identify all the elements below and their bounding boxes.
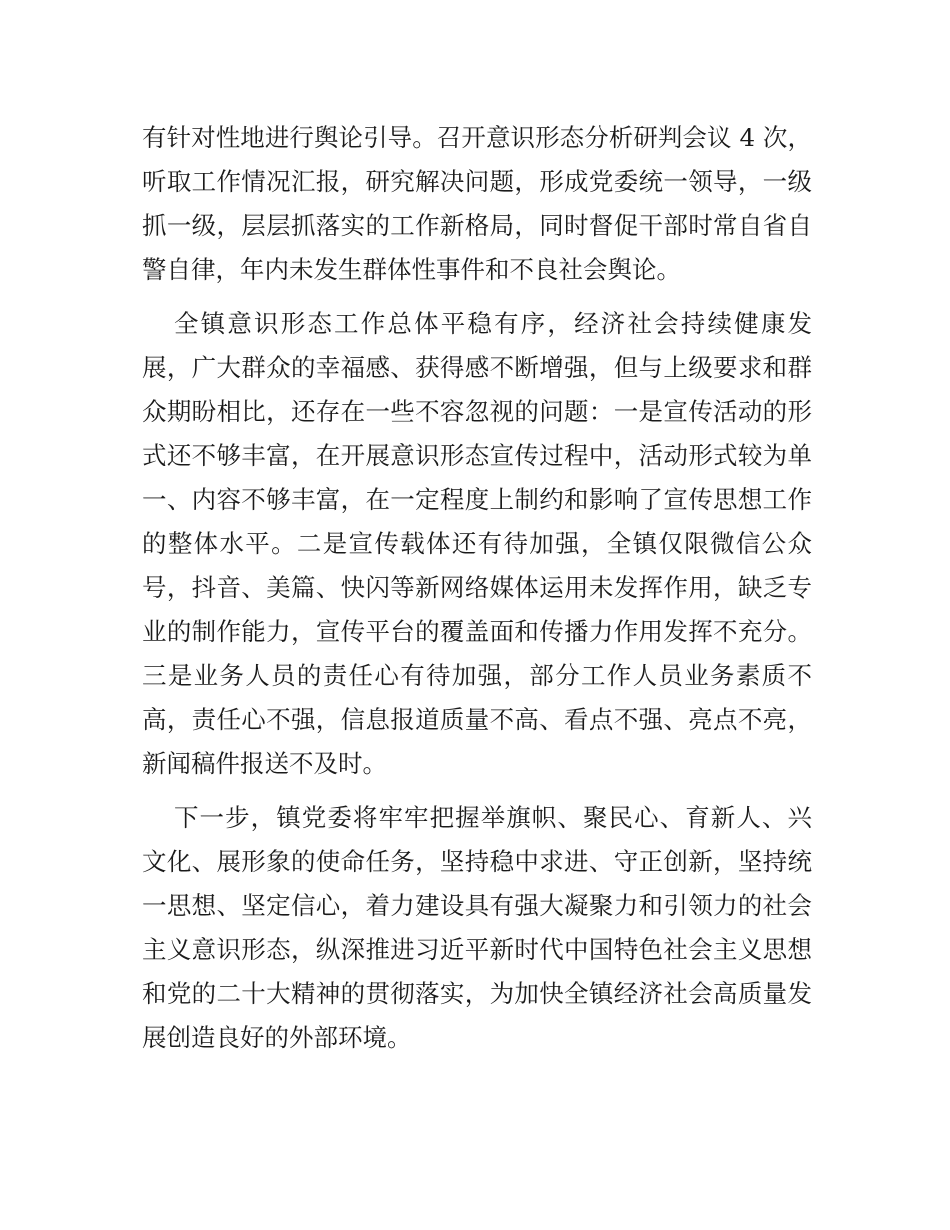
- document-body: [142, 116, 812, 1060]
- text-line: 抓一级，层层抓落实的工作新格局，同时督促干部时常自省自: [142, 211, 812, 240]
- text-line: 警自律，年内未发生群体性事件和不良社会舆论。: [142, 255, 681, 284]
- text-line: 一思想、坚定信心，着力建设具有强大凝聚力和引领力的社会: [142, 891, 812, 920]
- text-line: 展创造良好的外部环境。: [142, 1023, 412, 1052]
- paragraph-spacer: [142, 786, 812, 796]
- text-line: 式还不够丰富，在开展意识形态宣传过程中，活动形式较为单: [142, 441, 812, 470]
- text-line: 全镇意识形态工作总体平稳有序，经济社会持续健康发: [174, 309, 812, 338]
- text-line: 号，抖音、美篇、快闪等新网络媒体运用未发挥作用，缺乏专: [142, 573, 812, 602]
- text-line: 文化、展形象的使命任务，坚持稳中求进、守正创新，坚持统: [142, 847, 812, 876]
- text-line: 有针对性地进行舆论引导。召开意识形态分析研判会议 4 次，: [142, 123, 812, 152]
- text-line: 展，广大群众的幸福感、获得感不断增强，但与上级要求和群: [142, 353, 812, 382]
- paragraph-3: [142, 796, 812, 1060]
- paragraph-2: [142, 302, 812, 786]
- text-line: 的整体水平。二是宣传载体还有待加强，全镇仅限微信公众: [142, 529, 812, 558]
- paragraph-spacer: [142, 292, 812, 302]
- text-line: 新闻稿件报送不及时。: [142, 749, 387, 778]
- text-line: 业的制作能力，宣传平台的覆盖面和传播力作用发挥不充分。: [142, 617, 812, 646]
- text-line: 主义意识形态，纵深推进习近平新时代中国特色社会主义思想: [142, 935, 812, 964]
- text-line: 高，责任心不强，信息报道质量不高、看点不强、亮点不亮，: [142, 705, 812, 734]
- text-line: 众期盼相比，还存在一些不容忽视的问题：一是宣传活动的形: [142, 397, 812, 426]
- text-line: 一、内容不够丰富，在一定程度上制约和影响了宣传思想工作: [142, 485, 812, 514]
- text-line: 和党的二十大精神的贯彻落实，为加快全镇经济社会高质量发: [142, 979, 812, 1008]
- paragraph-1: [142, 116, 812, 292]
- text-line: 下一步，镇党委将牢牢把握举旗帜、聚民心、育新人、兴: [174, 803, 812, 832]
- text-line: 三是业务人员的责任心有待加强，部分工作人员业务素质不: [142, 661, 812, 690]
- text-line: 听取工作情况汇报，研究解决问题，形成党委统一领导，一级: [142, 167, 812, 196]
